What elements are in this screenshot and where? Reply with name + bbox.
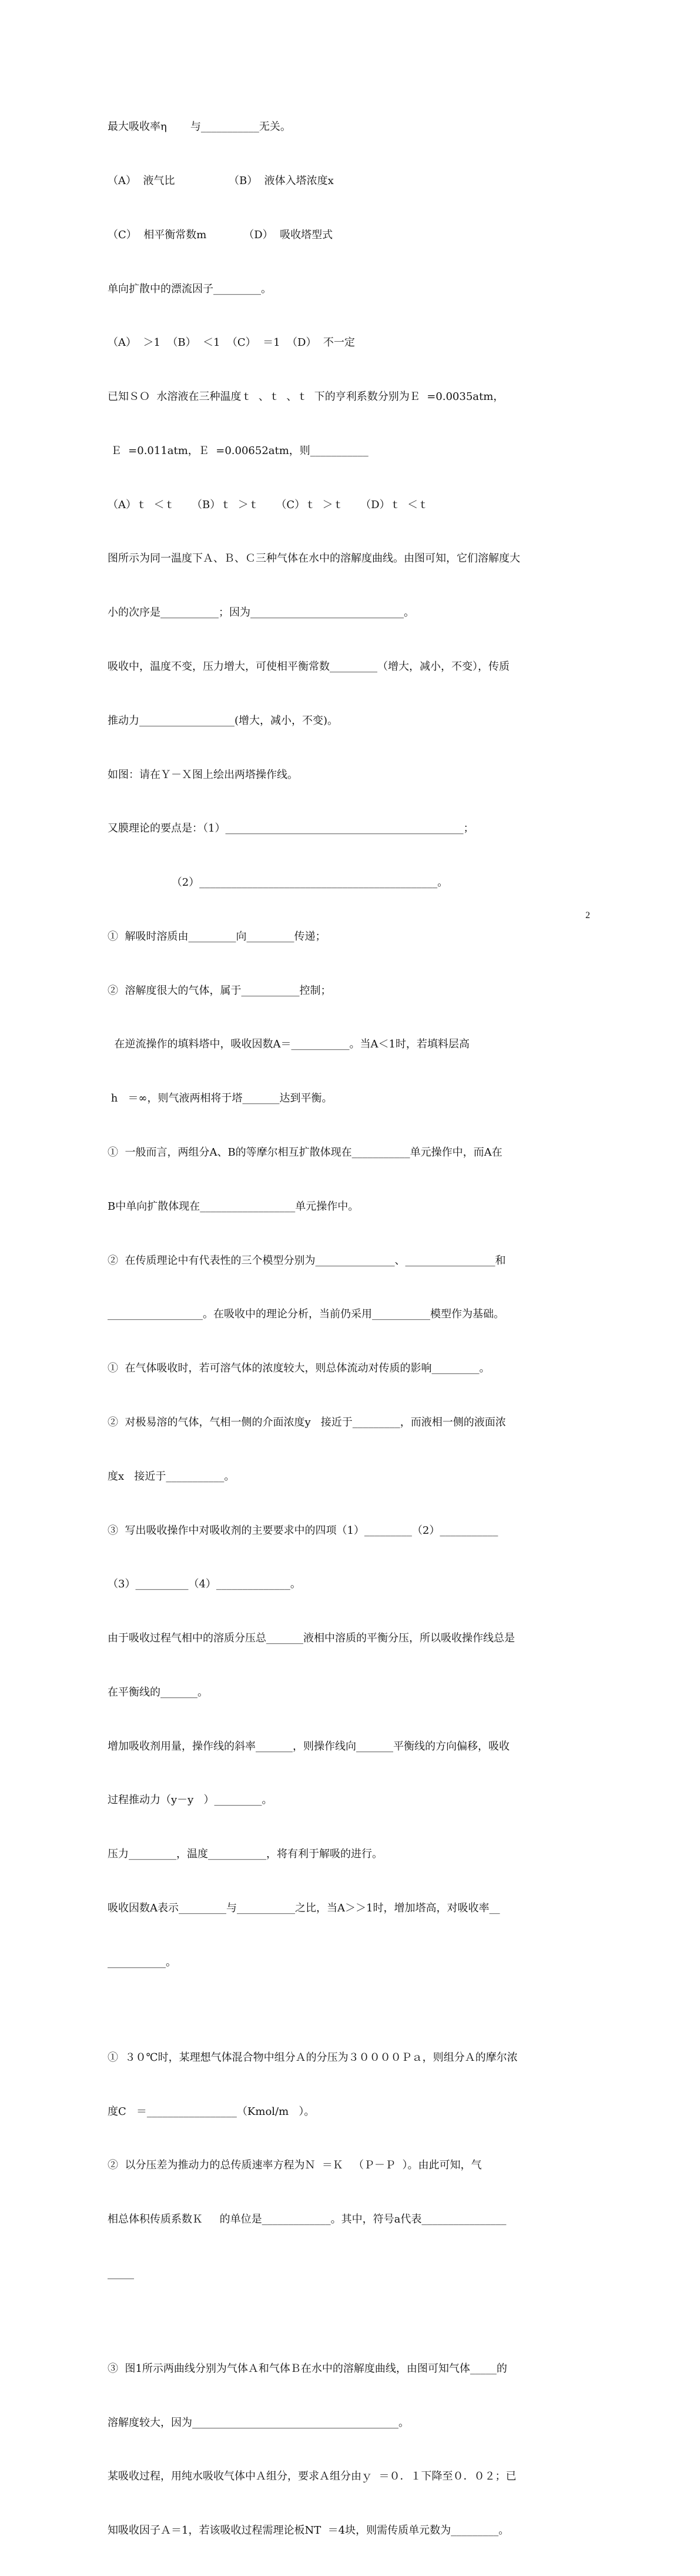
question-line: 图所示为同一温度下Ａ、Ｂ、Ｃ三种气体在水中的溶解度曲线。由图可知，它们溶解度大 [108, 552, 520, 565]
question-line: ③ 图1所示两曲线分别为气体Ａ和气体Ｂ在水中的溶解度曲线，由图可知气体_____的 [108, 2362, 507, 2375]
question-line: ___________。 [108, 1956, 176, 1968]
question-line: __________________。在吸收中的理论分析，当前仍采用___________模型作为基础。 [108, 1308, 504, 1321]
question-line: ① ３０℃时，某理想气体混合物中组分Ａ的分压为３００００Ｐａ，则组分Ａ的摩尔浓 [108, 2051, 518, 2064]
question-line: （2）_____________________________________________。 [108, 876, 448, 889]
question-line: 小的次序是___________；因为_____________________________。 [108, 606, 414, 619]
question-line: 度x 接近于___________。 [108, 1470, 235, 1483]
question-line: 知吸收因子Ａ＝1，若该吸收过程需理论板NT ＝4块，则需传质单元数为_________。 [108, 2524, 510, 2537]
question-line: 吸收中，温度不变，压力增大，可使相平衡常数_________（增大，减小，不变），传质 [108, 660, 510, 673]
question-line: 在平衡线的_______。 [108, 1686, 208, 1699]
option-line: （A） 液气比 （B） 液体入塔浓度x [108, 174, 334, 187]
question-line: 吸收因数A表示_________与___________之比，当A＞＞1时，增加塔高，对吸收率__ [108, 1901, 500, 1914]
question-line: ② 在传质理论中有代表性的三个模型分别为_______________、_________________和 [108, 1254, 506, 1267]
question-line: 增加吸收剂用量，操作线的斜率_______，则操作线向_______平衡线的方向偏移，吸收 [108, 1740, 510, 1753]
option-line: （A） ＞1 （B） ＜1 （C） ＝1 （D） 不一定 [108, 336, 355, 349]
question-line: 单向扩散中的漂流因子_________。 [108, 282, 272, 295]
option-line: （C） 相平衡常数m （D） 吸收塔型式 [108, 228, 333, 241]
question-line: ② 溶解度很大的气体，属于___________控制； [108, 984, 331, 997]
spacer [108, 2008, 595, 2013]
question-line: 过程推动力（y－y ）_________。 [108, 1794, 273, 1807]
spacer [108, 2319, 595, 2324]
question-line: 溶解度较大，因为_______________________________________。 [108, 2416, 409, 2429]
question-line: 已知ＳＯ 水溶液在三种温度ｔ 、ｔ 、ｔ 下的亨利系数分别为Ｅ =0.0035atm， [108, 391, 504, 403]
question-line: 压力_________，温度___________，将有利于解吸的进行。 [108, 1848, 383, 1861]
option-line: （A）ｔ ＜ｔ （B）ｔ ＞ｔ （C）ｔ ＞ｔ （D）ｔ ＜ｔ [108, 498, 429, 511]
question-line: 最大吸收率η 与___________无关。 [108, 121, 291, 134]
question-line: 由于吸收过程气相中的溶质分压总_______液相中溶质的平衡分压，所以吸收操作线总是 [108, 1632, 515, 1645]
question-line: B中单向扩散体现在__________________单元操作中。 [108, 1200, 359, 1213]
question-line: ② 对极易溶的气体，气相一侧的介面浓度y 接近于_________，而液相一侧的液面浓 [108, 1416, 506, 1429]
question-line: ① 在气体吸收时，若可溶气体的浓度较大，则总体流动对传质的影响_________。 [108, 1362, 490, 1375]
question-line: ② 以分压差为推动力的总传质速率方程为Ｎ ＝Ｋ （Ｐ－Ｐ ）。由此可知，气 [108, 2159, 482, 2172]
question-line: 推动力__________________(增大，减小，不变)。 [108, 714, 339, 727]
question-line: Ｅ =0.011atm，Ｅ =0.00652atm，则___________ [108, 444, 369, 457]
question-line: ① 一般而言，两组分A、B的等摩尔相互扩散体现在___________单元操作中，而A在 [108, 1146, 503, 1159]
question-line: ① 解吸时溶质由_________向_________传递； [108, 930, 326, 943]
question-line: 某吸收过程，用纯水吸收气体中Ａ组分，要求Ａ组分由ｙ ＝０．１下降至０．０２；已 [108, 2470, 517, 2483]
question-line: _____ [108, 2267, 134, 2280]
question-line: 在逆流操作的填料塔中，吸收因数A＝___________。当A＜1时，若填料层高 [108, 1038, 470, 1051]
page-number: 2 [585, 910, 590, 920]
question-line: 度C ＝_________________（Kmol/m ）。 [108, 2105, 315, 2118]
question-line: 如图：请在Ｙ－Ｘ图上绘出两塔操作线。 [108, 768, 298, 781]
question-list [108, 82, 595, 2576]
question-line: 相总体积传质系数Ｋ 的单位是_____________。其中，符号a代表________________ [108, 2213, 507, 2226]
question-line: h ＝∞，则气液两相将于塔_______达到平衡。 [108, 1092, 333, 1105]
question-line: ③ 写出吸收操作中对吸收剂的主要要求中的四项（1）_________（2）___________ [108, 1524, 498, 1537]
question-line: （3）__________（4）______________。 [108, 1578, 301, 1591]
question-line: 又膜理论的要点是：（1）_____________________________________________； [108, 822, 474, 835]
